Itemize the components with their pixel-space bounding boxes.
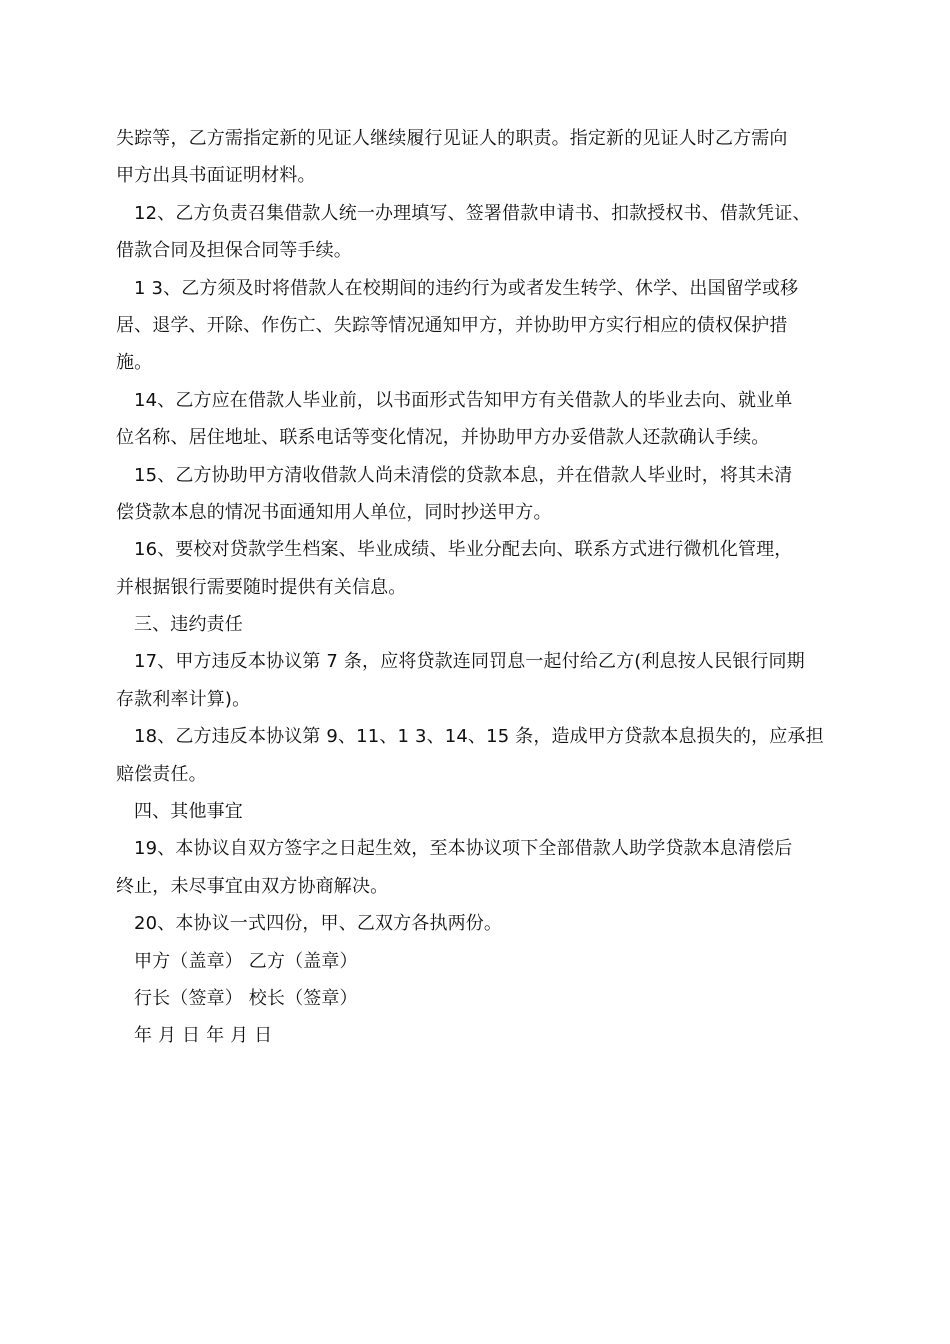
text-line: 20、本协议一式四份，甲、乙双方各执两份。 bbox=[134, 913, 503, 935]
text-line: 四、其他事宜 bbox=[134, 801, 243, 823]
text-line: 15、乙方协助甲方清收借款人尚未清偿的贷款本息，并在借款人毕业时，将其未清 bbox=[134, 464, 793, 486]
text-line: 终止，未尽事宜由双方协商解决。 bbox=[116, 875, 389, 897]
text-line: 赔偿责任。 bbox=[116, 763, 207, 785]
text-line: 甲方（盖章） 乙方（盖章） bbox=[134, 950, 358, 972]
document-body bbox=[116, 120, 846, 1055]
text-line: 12、乙方负责召集借款人统一办理填写、签署借款申请书、扣款授权书、借款凭证、 bbox=[134, 202, 811, 224]
text-line: 失踪等，乙方需指定新的见证人继续履行见证人的职责。指定新的见证人时乙方需向 bbox=[116, 128, 788, 149]
text-line: 14、乙方应在借款人毕业前，以书面形式告知甲方有关借款人的毕业去向、就业单 bbox=[134, 389, 793, 411]
text-line: 居、退学、开除、作伤亡、失踪等情况通知甲方，并协助甲方实行相应的债权保护措 bbox=[116, 314, 788, 336]
text-line: 借款合同及担保合同等手续。 bbox=[116, 240, 352, 262]
text-line: 年 月 日 年 月 日 bbox=[134, 1025, 273, 1047]
text-line: 甲方出具书面证明材料。 bbox=[116, 165, 316, 187]
text-line: 施。 bbox=[116, 352, 153, 374]
text-line: 位名称、居住地址、联系电话等变化情况，并协助甲方办妥借款人还款确认手续。 bbox=[116, 427, 770, 449]
text-line: 17、甲方违反本协议第 7 条，应将贷款连同罚息一起付给乙方(利息按人民银行同期 bbox=[134, 651, 805, 673]
text-line: 并根据银行需要随时提供有关信息。 bbox=[116, 576, 407, 598]
text-line: 存款利率计算)。 bbox=[116, 688, 251, 710]
text-line: 行长（签章） 校长（签章） bbox=[134, 987, 358, 1009]
text-line: 18、乙方违反本协议第 9、11、1 3、14、15 条，造成甲方贷款本息损失的，应承担 bbox=[134, 726, 824, 748]
text-line: 1 3、乙方须及时将借款人在校期间的违约行为或者发生转学、休学、出国留学或移 bbox=[134, 277, 799, 299]
text-line: 16、要校对贷款学生档案、毕业成绩、毕业分配去向、联系方式进行微机化管理， bbox=[134, 539, 793, 561]
text-line: 偿贷款本息的情况书面通知用人单位，同时抄送甲方。 bbox=[116, 501, 552, 523]
text-line: 三、违约责任 bbox=[134, 614, 243, 636]
text-line: 19、本协议自双方签字之日起生效，至本协议项下全部借款人助学贷款本息清偿后 bbox=[134, 838, 793, 860]
